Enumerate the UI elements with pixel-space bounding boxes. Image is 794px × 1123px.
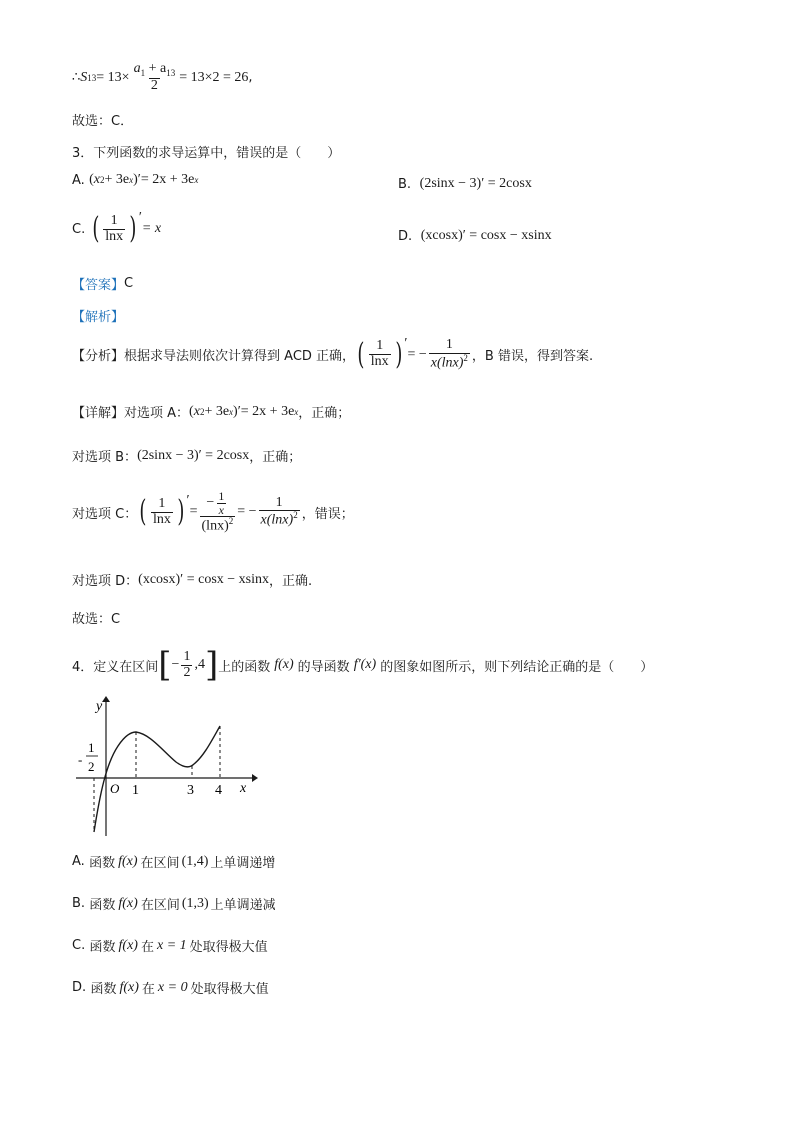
origin-label: O <box>110 781 120 796</box>
y-label: y <box>96 699 103 714</box>
q4-option-a: A. 函数 f(x) 在区间 (1,4) 上单调递增 <box>72 853 276 871</box>
q3-fenxi: 【分析】 根据求导法则依次计算得到 ACD 正确， ( $\frac{1}{\ln x}$ ) ′ = − $\frac{1}{x(\ln x)^2}$ ，B 错误，得到答案. <box>72 335 594 372</box>
q4-stem: 4．定义在区间 [ − $\frac{1}{2}$ ,4 ] 上的函数 f(x) 的导函数 f′(x) 的图象如图所示，则下列结论正确的是（ ） <box>72 645 654 685</box>
q3-detail-b: 对选项 B： (2sinx − 3)′ = 2cosx ，正确； <box>72 447 302 465</box>
s13-equation: ∴ S 13 = 13× $\frac{a_1 + a_{13}}{2}$ = 13×2 = 26 , <box>72 61 253 94</box>
tick-3: 3 <box>187 783 194 798</box>
x-label: x <box>240 781 247 796</box>
neg-half-den: 2 <box>88 759 95 774</box>
prev-choose: 故选：C． <box>72 114 134 129</box>
q3-option-b: B. (2sinx − 3)′ = 2cosx <box>398 176 532 192</box>
derivative-curve <box>94 726 220 832</box>
q3-detail-a: 【详解】 对选项 A： ( x 2 + 3e x )′ = 2x + 3e x ，正确； <box>72 403 351 421</box>
derivative-graph <box>72 694 258 840</box>
q3-stem: 3．下列函数的求导运算中，错误的是（ ） <box>72 146 341 161</box>
neg-half-num: 1 <box>88 740 95 755</box>
q3-analysis-heading: 【解析】 <box>72 310 125 325</box>
q3-option-d: D. (xcosx)′ = cosx − xsinx <box>398 228 552 244</box>
a1-a13-fraction: $\frac{a_1 + a_{13}}{2}$ <box>133 61 176 94</box>
q3-option-a: A. ( x 2 + 3e x )′ = 2x + 3e x <box>72 172 199 188</box>
neg-sign: - <box>78 752 83 767</box>
x-axis-arrow <box>252 774 258 782</box>
y-axis-arrow <box>102 696 110 702</box>
q3-option-c: C. ( $\frac{1}{\ln x}$ ) ′ = x <box>72 210 162 247</box>
q3-detail-d: 对选项 D： (xcosx)′ = cosx − xsinx ，正确. <box>72 571 313 589</box>
tick-4: 4 <box>215 783 222 798</box>
q4-option-c: C. 函数 f(x) 在 x = 1 处取得极大值 <box>72 937 268 955</box>
q3-answer: 【答案】 C <box>72 276 134 293</box>
q4-option-b: B. 函数 f(x) 在区间 (1,3) 上单调递减 <box>72 895 276 913</box>
q4-option-d: D. 函数 f(x) 在 x = 0 处取得极大值 <box>72 979 269 997</box>
q3-choose: 故选：C <box>72 612 121 627</box>
tick-1: 1 <box>132 783 139 798</box>
q3-detail-c: 对选项 C： ( $\frac{1}{\ln x}$ ) ′ = − $\frac{1}{x}$ $(\ln x)^2$ = − $\frac{1}{x(\ln x)^2}$ ，错误； <box>72 489 354 534</box>
